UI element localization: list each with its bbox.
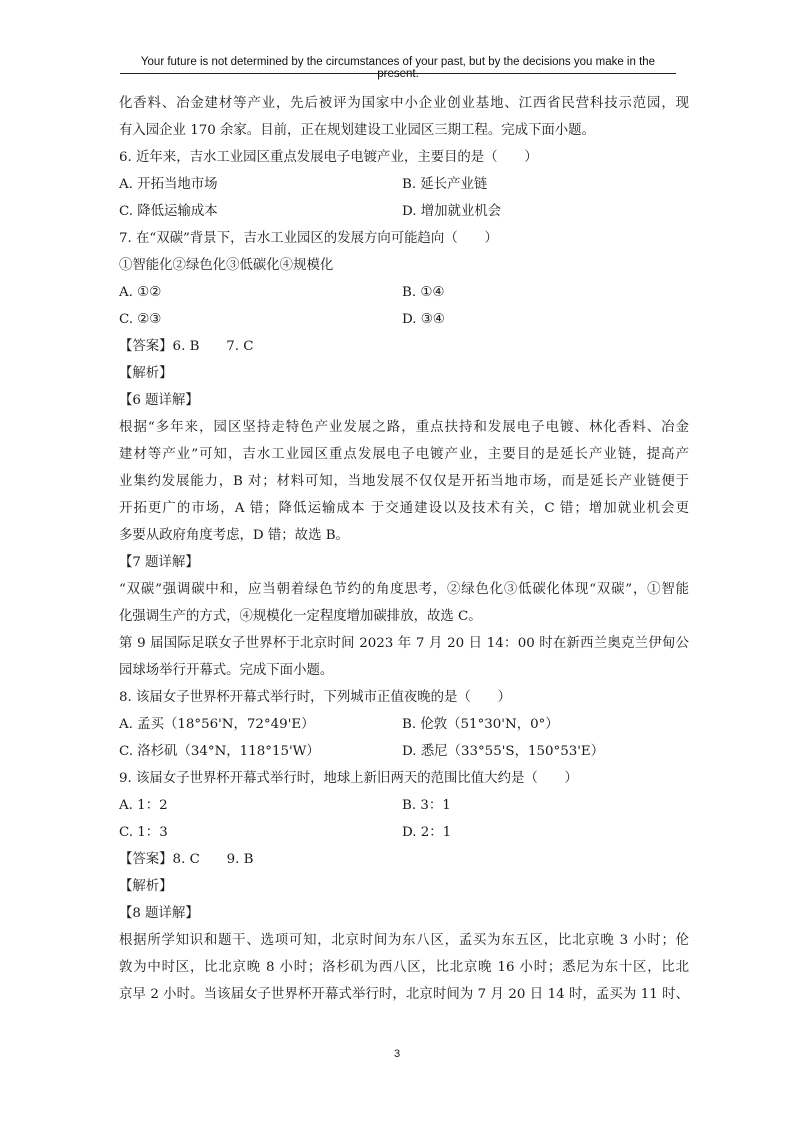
intro-line: 化香料、冶金建材等产业，先后被评为国家中小企业创业基地、江西省民营科技示范园，现 bbox=[119, 96, 689, 111]
question-8-stem: 8. 该届女子世界杯开幕式举行时，下列城市正值夜晚的是（ ） bbox=[119, 690, 511, 705]
header-motto: Your future is not determined by the circumstances of your past, but by the decisions you make in the present. bbox=[140, 56, 656, 80]
question-6-stem: 6. 近年来，吉水工业园区重点发展电子电镀产业，主要目的是（ ） bbox=[119, 150, 538, 165]
answer-label: 【答案】8. C 9. B bbox=[119, 852, 254, 867]
question-9-options-row-2 bbox=[119, 819, 689, 846]
option-d: D. 悉尼（33°55'S，150°53'E） bbox=[402, 744, 605, 759]
detail-6-line: 多要从政府角度考虑，D 错；故选 B。 bbox=[119, 528, 349, 543]
option-c: C. ②③ bbox=[119, 312, 162, 327]
detail-7-line: “双碳”强调碳中和，应当朝着绿色节约的角度思考，②绿色化③低碳化体现“双碳”，①智能 bbox=[119, 582, 689, 597]
detail-6-line: 建材等产业”可知，吉水工业园区重点发展电子电镀产业，主要目的是延长产业链，提高产 bbox=[119, 447, 689, 462]
option-c: C. 降低运输成本 bbox=[119, 204, 218, 219]
question-8-options-row-2 bbox=[119, 738, 689, 765]
analysis-label: 【解析】 bbox=[119, 879, 173, 894]
option-a: A. 开拓当地市场 bbox=[119, 177, 218, 192]
question-8-options-row-1 bbox=[119, 711, 689, 738]
page-number: 3 bbox=[393, 1048, 401, 1060]
option-b: B. ①④ bbox=[402, 285, 445, 300]
intro-line: 有入园企业 170 余家。目前，正在规划建设工业园区三期工程。完成下面小题。 bbox=[119, 123, 595, 138]
detail-7-title: 【7 题详解】 bbox=[119, 555, 199, 570]
detail-6-title: 【6 题详解】 bbox=[119, 393, 199, 408]
option-c: C. 1：3 bbox=[119, 825, 168, 840]
option-d: D. 增加就业机会 bbox=[402, 204, 502, 219]
detail-8-line: 京早 2 小时。当该届女子世界杯开幕式举行时，北京时间为 7 月 20 日 14 时，孟买为 11 时、 bbox=[119, 987, 689, 1002]
header-divider bbox=[120, 73, 676, 74]
detail-7-line: 化强调生产的方式，④规模化一定程度增加碳排放，故选 C。 bbox=[119, 609, 482, 624]
option-d: D. ③④ bbox=[402, 312, 445, 327]
intro2-line: 第 9 届国际足联女子世界杯于北京时间 2023 年 7 月 20 日 14：00 时在新西兰奥克兰伊甸公 bbox=[119, 636, 689, 651]
question-7-options-row-1 bbox=[119, 279, 689, 306]
question-6-options-row-2 bbox=[119, 198, 689, 225]
detail-6-line: 业集约发展能力，B 对；材料可知，当地发展不仅仅是开拓当地市场，而是延长产业链便于 bbox=[119, 474, 689, 489]
intro2-line: 园球场举行开幕式。完成下面小题。 bbox=[119, 663, 334, 678]
option-b: B. 延长产业链 bbox=[402, 177, 488, 192]
option-a: A. 孟买（18°56'N，72°49'E） bbox=[119, 717, 315, 732]
question-6-options-row-1 bbox=[119, 171, 689, 198]
option-d: D. 2：1 bbox=[402, 825, 452, 840]
detail-6-line: 根据“多年来，园区坚持走特色产业发展之路，重点扶持和发展电子电镀、林化香料、冶金 bbox=[119, 420, 689, 435]
document-body bbox=[119, 90, 689, 1008]
option-a: A. 1：2 bbox=[119, 798, 168, 813]
question-9-stem: 9. 该届女子世界杯开幕式举行时，地球上新旧两天的范围比值大约是（ ） bbox=[119, 771, 578, 786]
detail-8-title: 【8 题详解】 bbox=[119, 906, 199, 921]
detail-6-line: 开拓更广的市场，A 错；降低运输成本 于交通建设以及技术有关，C 错；增加就业机会更 bbox=[119, 501, 689, 516]
option-b: B. 伦敦（51°30'N，0°） bbox=[402, 717, 559, 732]
option-c: C. 洛杉矶（34°N，118°15'W） bbox=[119, 744, 320, 759]
question-7-stem: 7. 在“双碳”背景下，吉水工业园区的发展方向可能趋向（ ） bbox=[119, 231, 498, 246]
option-b: B. 3：1 bbox=[402, 798, 451, 813]
question-7-choices: ①智能化②绿色化③低碳化④规模化 bbox=[119, 258, 334, 273]
analysis-label: 【解析】 bbox=[119, 366, 173, 381]
question-7-options-row-2 bbox=[119, 306, 689, 333]
answer-label: 【答案】6. B 7. C bbox=[119, 339, 254, 354]
option-a: A. ①② bbox=[119, 285, 162, 300]
question-9-options-row-1 bbox=[119, 792, 689, 819]
detail-8-line: 根据所学知识和题干、选项可知，北京时间为东八区，孟买为东五区，比北京晚 3 小时；伦 bbox=[119, 933, 689, 948]
detail-8-line: 敦为中时区，比北京晚 8 小时；洛杉矶为西八区，比北京晚 16 小时；悉尼为东十区，比北 bbox=[119, 960, 689, 975]
